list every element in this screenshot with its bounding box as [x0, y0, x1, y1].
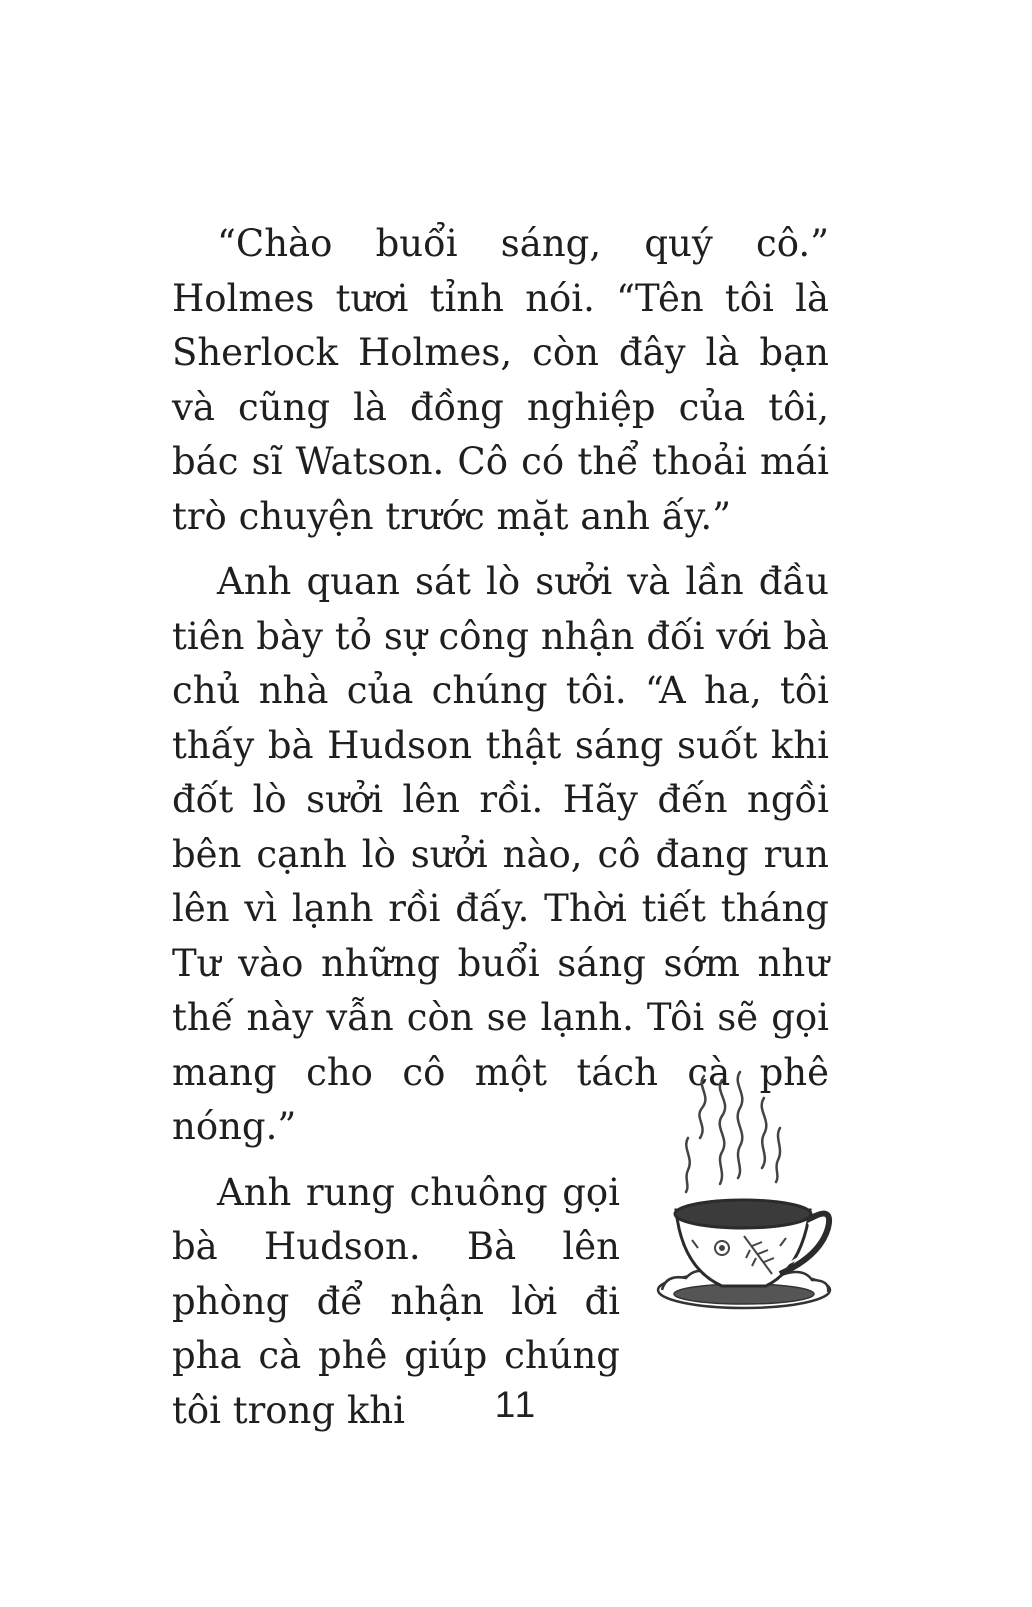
- coffee-cup-illustration: [652, 1068, 836, 1318]
- page-number: 11: [494, 1384, 538, 1425]
- paragraph-greeting: “Chào buổi sáng, quý cô.” Holmes tươi tỉnh nói. “Tên tôi là Sherlock Holmes, còn đây là bạn và cũng là đồng nghiệp của tôi, bác sĩ Watson. Cô có thể thoải mái trò chuyện trước mặt anh ấy.”: [172, 222, 829, 538]
- paragraph-fireplace: Anh quan sát lò sưởi và lần đầu tiên bày tỏ sự công nhận đối với bà chủ nhà của chúng tôi. “A ha, tôi thấy bà Hudson thật sáng suốt khi đốt lò sưởi lên rồi. Hãy đến ngồi bên cạnh lò sưởi nào, cô đang run lên vì lạnh rồi đấy. Thời tiết tháng Tư vào những buổi sáng sớm như thế này vẫn còn se lạnh. Tôi sẽ gọi mang cho cô một tách cà phê nóng.”: [172, 560, 829, 1148]
- paragraph-bell: Anh rung chuông gọi bà Hudson. Bà lên phòng để nhận lời đi pha cà phê giúp chúng tôi trong khi: [172, 1170, 620, 1432]
- steam-icon: [686, 1072, 780, 1192]
